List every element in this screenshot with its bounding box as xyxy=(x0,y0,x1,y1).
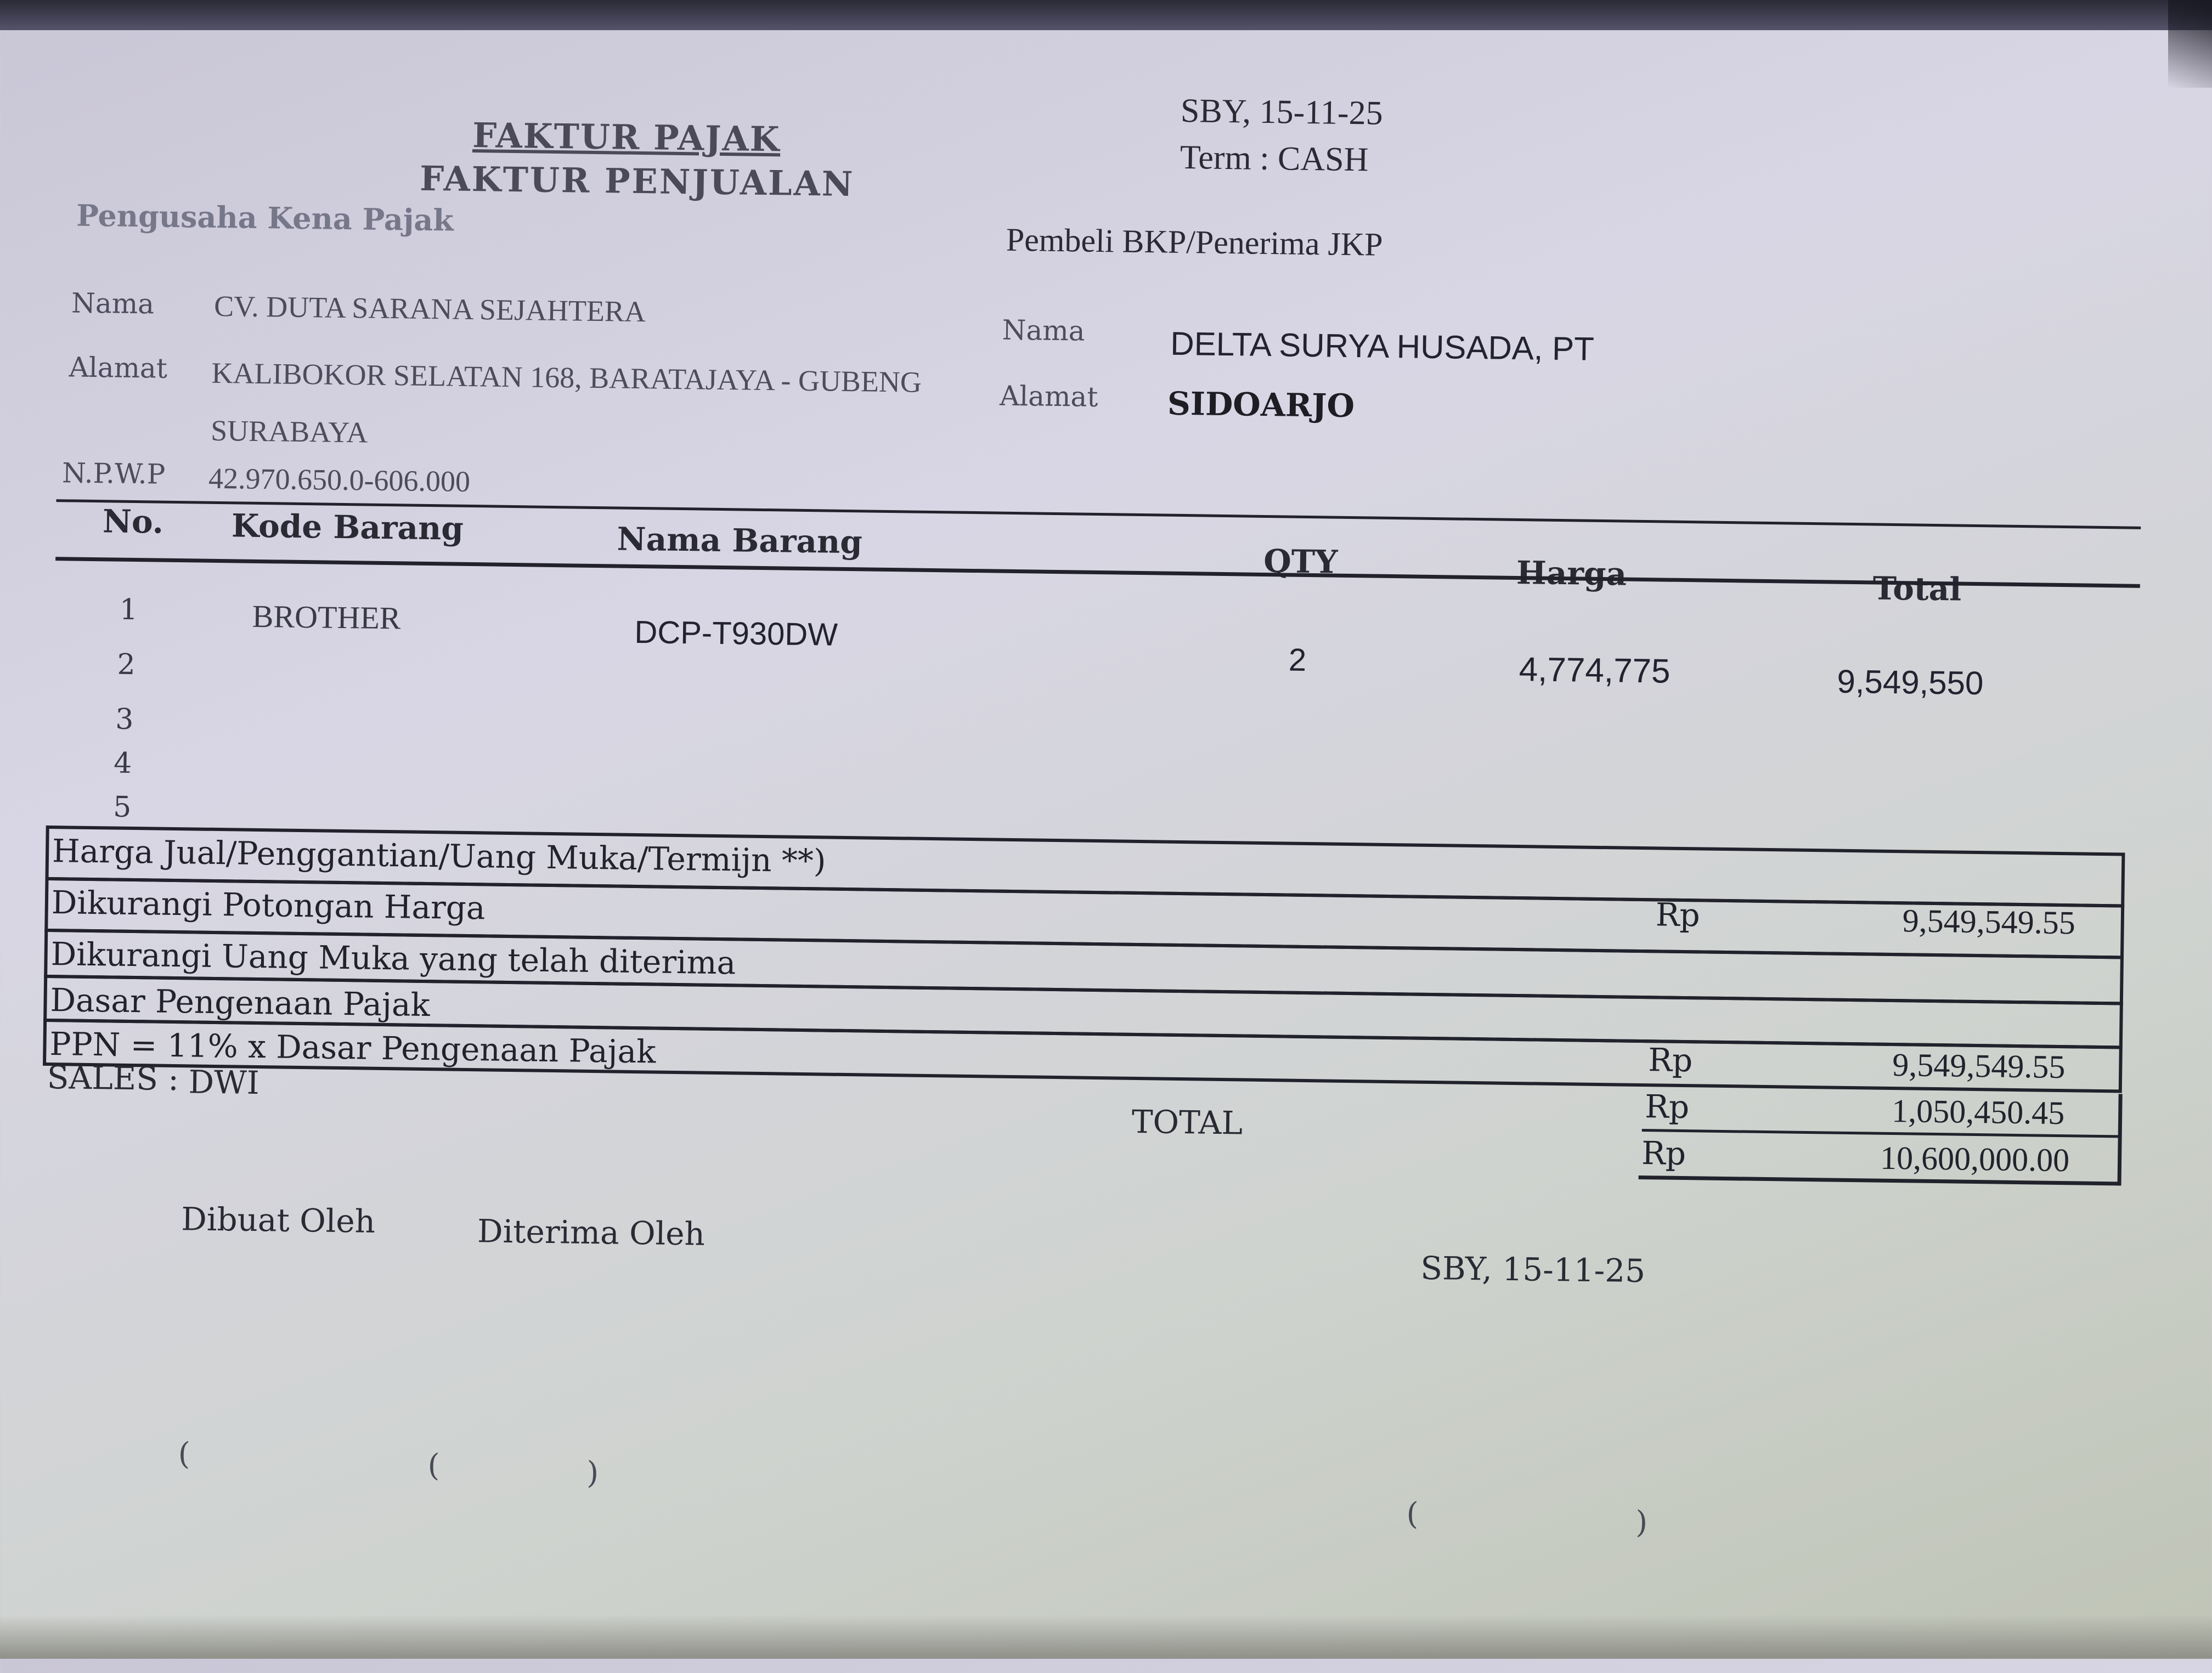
row-number: 5 xyxy=(112,790,132,824)
item-qty: 2 xyxy=(1288,642,1307,678)
uang-muka-label: Dikurangi Uang Muka yang telah diterima xyxy=(50,935,736,982)
harga-jual-amount: 9,549,549.55 xyxy=(1902,902,2076,941)
row-number: 3 xyxy=(115,703,134,736)
item-kode: BROTHER xyxy=(252,598,401,636)
total-label: TOTAL xyxy=(1131,1103,1243,1142)
ppn-amount: 1,050,450.45 xyxy=(1891,1093,2065,1132)
buyer-name-label: Nama xyxy=(1002,314,1085,347)
item-nama: DCP-T930DW xyxy=(634,614,838,653)
item-total: 9,549,550 xyxy=(1837,663,1984,702)
seller-address-label: Alamat xyxy=(69,351,168,385)
sales-name: DWI xyxy=(188,1063,260,1102)
buyer-address-label: Alamat xyxy=(999,380,1098,413)
seller-section-label: Pengusaha Kena Pajak xyxy=(76,197,454,238)
seller-address-line1: KALIBOKOR SELATAN 168, BARATAJAYA - GUBENG xyxy=(211,356,922,399)
seller-npwp: 42.970.650.0-606.000 xyxy=(208,461,471,498)
screen-bottom-shade xyxy=(0,1615,2212,1659)
dibuat-oleh-label: Dibuat Oleh xyxy=(180,1200,376,1240)
row-number: 4 xyxy=(113,747,132,780)
dpp-amount: 9,549,549.55 xyxy=(1892,1047,2066,1086)
col-header-nama: Nama Barang xyxy=(617,520,863,561)
payment-term: Term : CASH xyxy=(1180,138,1369,179)
currency-dpp: Rp xyxy=(1647,1041,1693,1079)
signature-paren-open-2: ( xyxy=(427,1448,440,1484)
signature-paren-open-1: ( xyxy=(178,1436,191,1472)
currency-total: Rp xyxy=(1641,1134,1686,1173)
seller-name: CV. DUTA SARANA SEJAHTERA xyxy=(213,289,646,329)
col-header-no: No. xyxy=(102,502,164,541)
currency-harga-jual: Rp xyxy=(1655,896,1701,934)
seller-name-label: Nama xyxy=(71,287,155,320)
invoice-subtitle: FAKTUR PENJUALAN xyxy=(419,158,855,205)
signature-paren-open-3: ( xyxy=(1406,1496,1419,1532)
seller-address-line2: SURABAYA xyxy=(210,414,368,449)
row-number: 2 xyxy=(117,648,136,682)
invoice-title: FAKTUR PAJAK xyxy=(472,115,781,160)
footer-place-date: SBY, 15-11-25 xyxy=(1420,1249,1646,1290)
dpp-label: Dasar Pengenaan Pajak xyxy=(50,981,431,1024)
buyer-section-label: Pembeli BKP/Penerima JKP xyxy=(1006,221,1383,263)
harga-jual-label: Harga Jual/Penggantian/Uang Muka/Termijn **) xyxy=(52,832,826,880)
potongan-label: Dikurangi Potongan Harga xyxy=(51,884,486,927)
table-header-rule xyxy=(55,557,2140,588)
buyer-name: DELTA SURYA HUSADA, PT xyxy=(1170,325,1595,368)
row-number: 1 xyxy=(119,593,138,627)
signature-paren-close-2: ) xyxy=(586,1455,599,1491)
header-place-date: SBY, 15-11-25 xyxy=(1180,92,1384,132)
currency-ppn: Rp xyxy=(1644,1088,1690,1126)
total-box-right xyxy=(2118,1094,2123,1185)
col-header-harga: Harga xyxy=(1516,553,1627,593)
diterima-oleh-label: Diterima Oleh xyxy=(477,1212,706,1253)
item-harga: 4,774,775 xyxy=(1519,651,1671,691)
sales-label: SALES : xyxy=(47,1058,179,1098)
col-header-qty: QTY xyxy=(1263,542,1338,581)
seller-npwp-label: N.P.W.P xyxy=(61,457,166,490)
ppn-label: PPN = 11% x Dasar Pengenaan Pajak xyxy=(49,1025,656,1071)
signature-paren-close-3: ) xyxy=(1635,1504,1648,1541)
total-amount: 10,600,000.00 xyxy=(1880,1139,2070,1179)
col-header-kode: Kode Barang xyxy=(231,507,464,547)
col-header-total: Total xyxy=(1872,569,1962,608)
buyer-address: SIDOARJO xyxy=(1167,385,1355,425)
